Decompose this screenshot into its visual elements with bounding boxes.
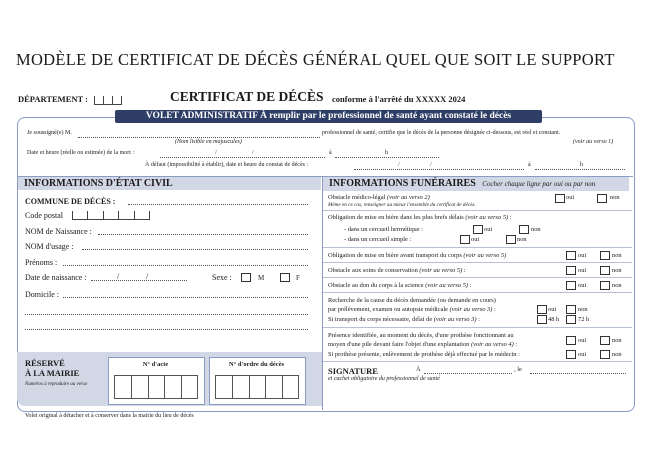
enlevement-non-checkbox[interactable] <box>600 350 610 359</box>
soussigne-label: Je soussigné(e) M. <box>27 130 72 136</box>
date-mort-field[interactable] <box>160 150 325 158</box>
recherche-line2-text: par prélèvement, examen ou autopsie médicale <box>328 306 448 313</box>
date-mort-h: h <box>385 150 388 156</box>
commune-label: COMMUNE DE DÉCÈS : <box>25 197 116 206</box>
delai-48h-checkbox[interactable] <box>537 315 547 324</box>
science-non-label: non <box>612 282 622 289</box>
cercueil-hermetique-label: - dans un cercueil hermétique : <box>344 226 423 233</box>
prenoms-field[interactable] <box>63 258 308 266</box>
mise-biere-transport-label <box>328 252 506 259</box>
simple-oui-label: oui <box>471 236 480 243</box>
prothese-line3: Si prothèse présente, enlèvement de prothèse déjà effectué par le médecin : <box>328 351 520 358</box>
obstacle-medico-non-checkbox[interactable] <box>597 194 607 203</box>
code-postal-label: Code postal <box>25 211 63 220</box>
enlevement-oui-checkbox[interactable] <box>566 350 576 359</box>
obstacle-science-label: Obstacle au don du corps à la science (voir au verso 5) : <box>328 282 472 289</box>
prothese-oui-checkbox[interactable] <box>566 336 576 345</box>
voir-verso-4: (voir au verso 4) <box>470 341 514 348</box>
prothese-non-checkbox[interactable] <box>600 336 610 345</box>
domicile-field-2[interactable] <box>25 307 308 315</box>
a-defaut-label: À défaut (impossibilité à établir), date et heure du constat de décès : <box>145 162 309 168</box>
reserve-title-line1: RÉSERVÉ <box>25 358 65 368</box>
voir-verso-5b: (voir au verso 5) <box>463 252 507 259</box>
mise-biere-text: Obligation de mise en bière dans les plus brefs délais <box>328 214 464 221</box>
sexe-m-label: M <box>258 274 265 282</box>
obstacle-soins-text: Obstacle aux soins de conservation <box>328 267 418 274</box>
soins-oui-checkbox[interactable] <box>566 266 576 275</box>
recherche-non-label: non <box>578 306 588 313</box>
conformity-note: conforme à l'arrêté du XXXXX 2024 <box>332 94 466 104</box>
voir-verso-2: (voir au verso 2) <box>386 194 430 201</box>
obstacle-note: Même en ce cas, renseigner au mieux l'ensemble du certificat de décès. <box>328 202 476 208</box>
reserve-title <box>25 358 79 378</box>
soins-non-label: non <box>612 267 622 274</box>
obstacle-medico-oui-label: oui <box>566 194 575 201</box>
departement-label: DÉPARTEMENT : <box>18 94 88 104</box>
sexe-label: Sexe : <box>212 273 232 282</box>
funeraires-header <box>323 177 629 191</box>
nom-usage-label: NOM d'usage : <box>25 242 74 251</box>
numero-acte-label: N° d'acte <box>142 361 169 368</box>
recherche-line2: par prélèvement, examen ou autopsie médicale (voir au verso 3) : <box>328 306 496 313</box>
prothese-line2-text: moyen d'une pile devant faire l'objet d'une explantation <box>328 341 470 348</box>
domicile-field-3[interactable] <box>25 322 308 330</box>
prothese-oui-label: oui <box>578 337 587 344</box>
si-transport-label: Si transport du corps nécessaire, délai de (voir au verso 3) : <box>328 316 480 323</box>
signature-a: À <box>416 366 421 373</box>
obstacle-science-text: Obstacle au don du corps à la science <box>328 282 424 289</box>
soins-oui-label: oui <box>578 267 587 274</box>
simple-oui-checkbox[interactable] <box>460 235 470 244</box>
domicile-field-1[interactable] <box>63 290 308 298</box>
domicile-label: Domicile : <box>25 290 59 299</box>
voir-verso-3b: (voir au verso 3) <box>433 316 477 323</box>
prenoms-label: Prénoms : <box>25 258 58 267</box>
reserve-title-line2: À LA MAIRIE <box>25 368 80 378</box>
departement-boxes[interactable] <box>94 96 122 105</box>
signature-lieu-field[interactable] <box>424 366 512 374</box>
hermetique-oui-label: oui <box>484 226 493 233</box>
recherche-line1: Recherche de la cause du décès demandée (ou demande en cours) <box>328 297 496 304</box>
science-non-checkbox[interactable] <box>600 281 610 290</box>
delai-48h-label: 48 h <box>548 316 560 323</box>
transport-oui-label: oui <box>578 252 587 259</box>
voir-verso-5: (voir au verso 5) <box>465 214 509 221</box>
hermetique-non-checkbox[interactable] <box>519 225 529 234</box>
obstacle-medico-text: Obstacle médico-légal <box>328 194 386 201</box>
nom-lisible-note: (Nom lisible en majuscules) <box>175 139 242 145</box>
document-title: MODÈLE DE CERTIFICAT DE DÉCÈS GÉNÉRAL QUEL QUE SOIT LE SUPPORT <box>16 50 615 69</box>
date-constat-field[interactable] <box>354 162 524 170</box>
code-postal-field[interactable] <box>72 211 150 220</box>
numero-ordre-field[interactable] <box>215 375 299 399</box>
recherche-oui-checkbox[interactable] <box>537 305 547 314</box>
nom-naissance-field[interactable] <box>98 227 308 235</box>
footer-note: Volet original à détacher et à conserver dans la mairie du lieu de décès <box>25 413 194 419</box>
science-oui-checkbox[interactable] <box>566 281 576 290</box>
cercueil-simple-label: - dans un cercueil simple : <box>344 236 412 243</box>
date-naissance-field[interactable] <box>91 273 187 281</box>
voir-verso-5d: (voir au verso 5) <box>425 282 469 289</box>
enlevement-non-label: non <box>612 351 622 358</box>
hermetique-oui-checkbox[interactable] <box>473 225 483 234</box>
signature-date-field[interactable] <box>530 366 626 374</box>
delai-72h-label: 72 h <box>578 316 590 323</box>
numero-ordre-label: N° d'ordre du décès <box>228 361 285 368</box>
voir-verso-5c: (voir au verso 5) <box>419 267 463 274</box>
delai-72h-checkbox[interactable] <box>566 315 576 324</box>
date-mort-a: à <box>329 150 332 156</box>
sexe-m-checkbox[interactable] <box>241 273 251 282</box>
constat-h: h <box>580 162 583 168</box>
nom-usage-field[interactable] <box>82 242 308 250</box>
transport-non-checkbox[interactable] <box>600 251 610 260</box>
mise-biere-transport-text: Obligation de mise en bière avant transport du corps <box>328 252 462 259</box>
si-transport-text: Si transport du corps nécessaire, délai de <box>328 316 433 323</box>
recherche-oui-label: oui <box>548 306 557 313</box>
transport-non-label: non <box>612 252 622 259</box>
hermetique-non-label: non <box>531 226 541 233</box>
numero-acte-field[interactable] <box>114 375 198 399</box>
obstacle-medico-oui-checkbox[interactable] <box>555 194 565 203</box>
reserve-note: Numéros à reproduire au verso <box>25 382 88 387</box>
prothese-line2: moyen d'une pile devant faire l'objet d'une explantation (voir au verso 4) : <box>328 341 518 348</box>
certificat-title: CERTIFICAT DE DÉCÈS <box>170 89 324 104</box>
voir-verso-1: (voir au verso 1) <box>573 139 614 145</box>
simple-non-checkbox[interactable] <box>506 235 516 244</box>
etat-civil-header: INFORMATIONS D'ÉTAT CIVIL <box>18 177 321 190</box>
funeraires-title: INFORMATIONS FUNÉRAIRES <box>329 178 476 189</box>
mise-biere-label: Obligation de mise en bière dans les plus brefs délais (voir au verso 5) : <box>328 214 512 221</box>
science-oui-label: oui <box>578 282 587 289</box>
funeraires-header-note: Cocher chaque ligne par oui ou par non <box>482 180 596 188</box>
transport-oui-checkbox[interactable] <box>566 251 576 260</box>
voir-verso-3: (voir au verso 3) <box>449 306 493 313</box>
sexe-f-label: F <box>296 274 300 282</box>
obstacle-medico-non-label: non <box>610 194 620 201</box>
cachet-note: et cachet obligatoire du professionnel de santé <box>328 376 440 382</box>
soins-non-checkbox[interactable] <box>600 266 610 275</box>
date-naissance-label: Date de naissance : <box>25 273 87 282</box>
constat-a: à <box>528 162 531 168</box>
simple-non-label: non <box>517 236 527 243</box>
nom-naissance-label: NOM de Naissance : <box>25 227 92 236</box>
soussigne-rest: professionnel de santé, certifie que le décès de la personne désignée ci-dessous, est réel et constant. <box>322 130 561 136</box>
sexe-f-checkbox[interactable] <box>280 273 290 282</box>
enlevement-oui-label: oui <box>578 351 587 358</box>
soussigne-name-field[interactable] <box>78 130 320 138</box>
prothese-line1: Présence identifiée, au moment du décès, d'une prothèse fonctionnant au <box>328 332 514 339</box>
obstacle-medico-label <box>328 194 430 201</box>
prothese-non-label: non <box>612 337 622 344</box>
departement-field[interactable] <box>18 94 122 105</box>
volet-banner: VOLET ADMINISTRATIF À remplir par le professionnel de santé ayant constaté le décès <box>115 110 542 123</box>
signature-label: SIGNATURE <box>328 366 378 376</box>
signature-le: , le <box>514 366 522 373</box>
date-heure-label: Date et heure (réelle ou estimée) de la mort : <box>27 150 135 156</box>
recherche-non-checkbox[interactable] <box>566 305 576 314</box>
commune-field[interactable] <box>128 197 308 205</box>
obstacle-soins-label: Obstacle aux soins de conservation (voir au verso 5) : <box>328 267 466 274</box>
